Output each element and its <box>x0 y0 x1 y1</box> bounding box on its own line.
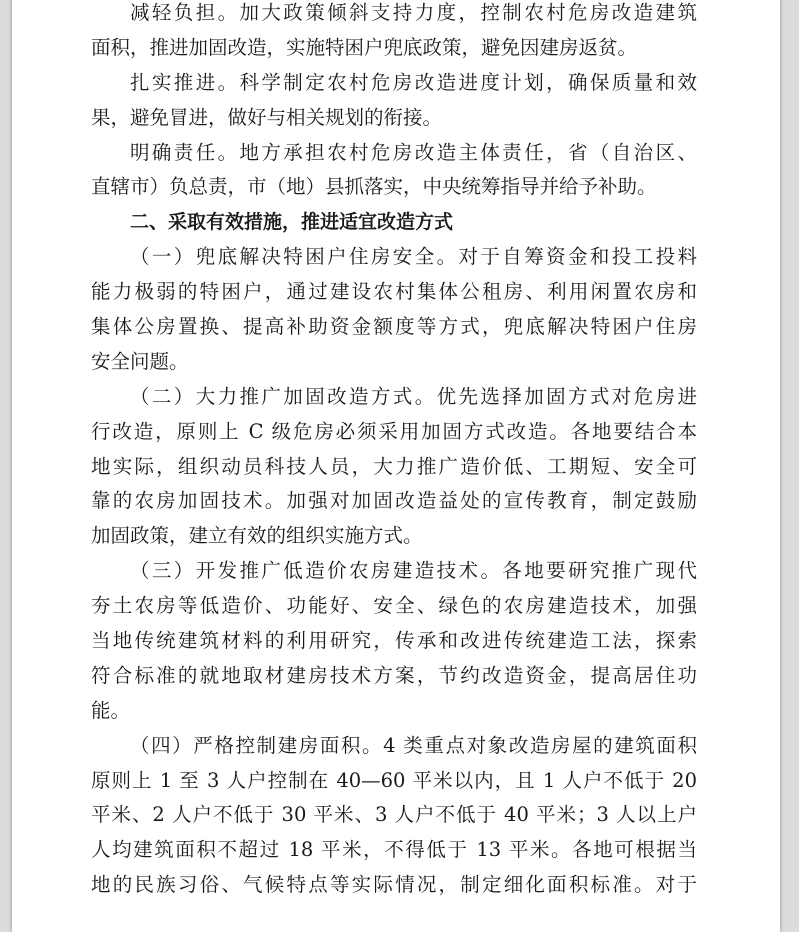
page-text-block <box>91 0 697 903</box>
text-line: 平米、2 人户不低于 30 平米、3 人户不低于 40 平米；3 人以上户 <box>91 803 697 827</box>
text-line: 集体公房置换、提高补助资金额度等方式，兜底解决特困户住房 <box>91 315 697 339</box>
text-line: 扎实推进。科学制定农村危房改造进度计划，确保质量和效 <box>130 70 697 94</box>
section-heading: 二、采取有效措施，推进适宜改造方式 <box>130 211 454 234</box>
text-line: 行改造，原则上 C 级危房必须采用加固方式改造。各地要结合本 <box>91 419 697 443</box>
text-line: （二）大力推广加固改造方式。优先选择加固方式对危房进 <box>130 384 697 408</box>
text-line: 当地传统建筑材料的利用研究，传承和改进传统建造工法，探索 <box>91 629 697 653</box>
text-line: 靠的农房加固技术。加强对加固改造益处的宣传教育，制定鼓励 <box>91 489 697 513</box>
document-page <box>12 0 780 932</box>
text-line: （三）开发推广低造价农房建造技术。各地要研究推广现代 <box>130 559 697 583</box>
text-line: 减轻负担。加大政策倾斜支持力度，控制农村危房改造建筑 <box>130 1 697 24</box>
text-line: 加固政策，建立有效的组织实施方式。 <box>91 524 423 548</box>
text-line: 夯土农房等低造价、功能好、安全、绿色的农房建造技术，加强 <box>91 594 697 618</box>
text-line: 能。 <box>91 698 131 722</box>
text-line: 人均建筑面积不超过 18 平米，不得低于 13 平米。各地可根据当 <box>91 838 697 862</box>
text-line: 安全问题。 <box>91 349 189 373</box>
text-line: 符合标准的就地取材建房技术方案，节约改造资金，提高居住功 <box>91 663 697 687</box>
text-line: 地的民族习俗、气候特点等实际情况，制定细化面积标准。对于 <box>91 873 697 897</box>
text-line: 果，避免冒进，做好与相关规划的衔接。 <box>91 105 443 129</box>
text-line: （一）兜底解决特困户住房安全。对于自筹资金和投工投料 <box>130 245 697 269</box>
text-line: 直辖市）负总责，市（地）县抓落实，中央统筹指导并给予补助。 <box>91 175 657 199</box>
text-line: 面积，推进加固改造，实施特困户兜底政策，避免因建房返贫。 <box>91 35 638 59</box>
text-line: 地实际，组织动员科技人员，大力推广造价低、工期短、安全可 <box>91 454 697 478</box>
text-line: 原则上 1 至 3 人户控制在 40—60 平米以内，且 1 人户不低于 20 <box>91 768 697 792</box>
text-line: 明确责任。地方承担农村危房改造主体责任，省（自治区、 <box>130 140 697 164</box>
text-line: （四）严格控制建房面积。4 类重点对象改造房屋的建筑面积 <box>130 733 697 757</box>
text-line: 能力极弱的特困户，通过建设农村集体公租房、利用闲置农房和 <box>91 280 697 304</box>
